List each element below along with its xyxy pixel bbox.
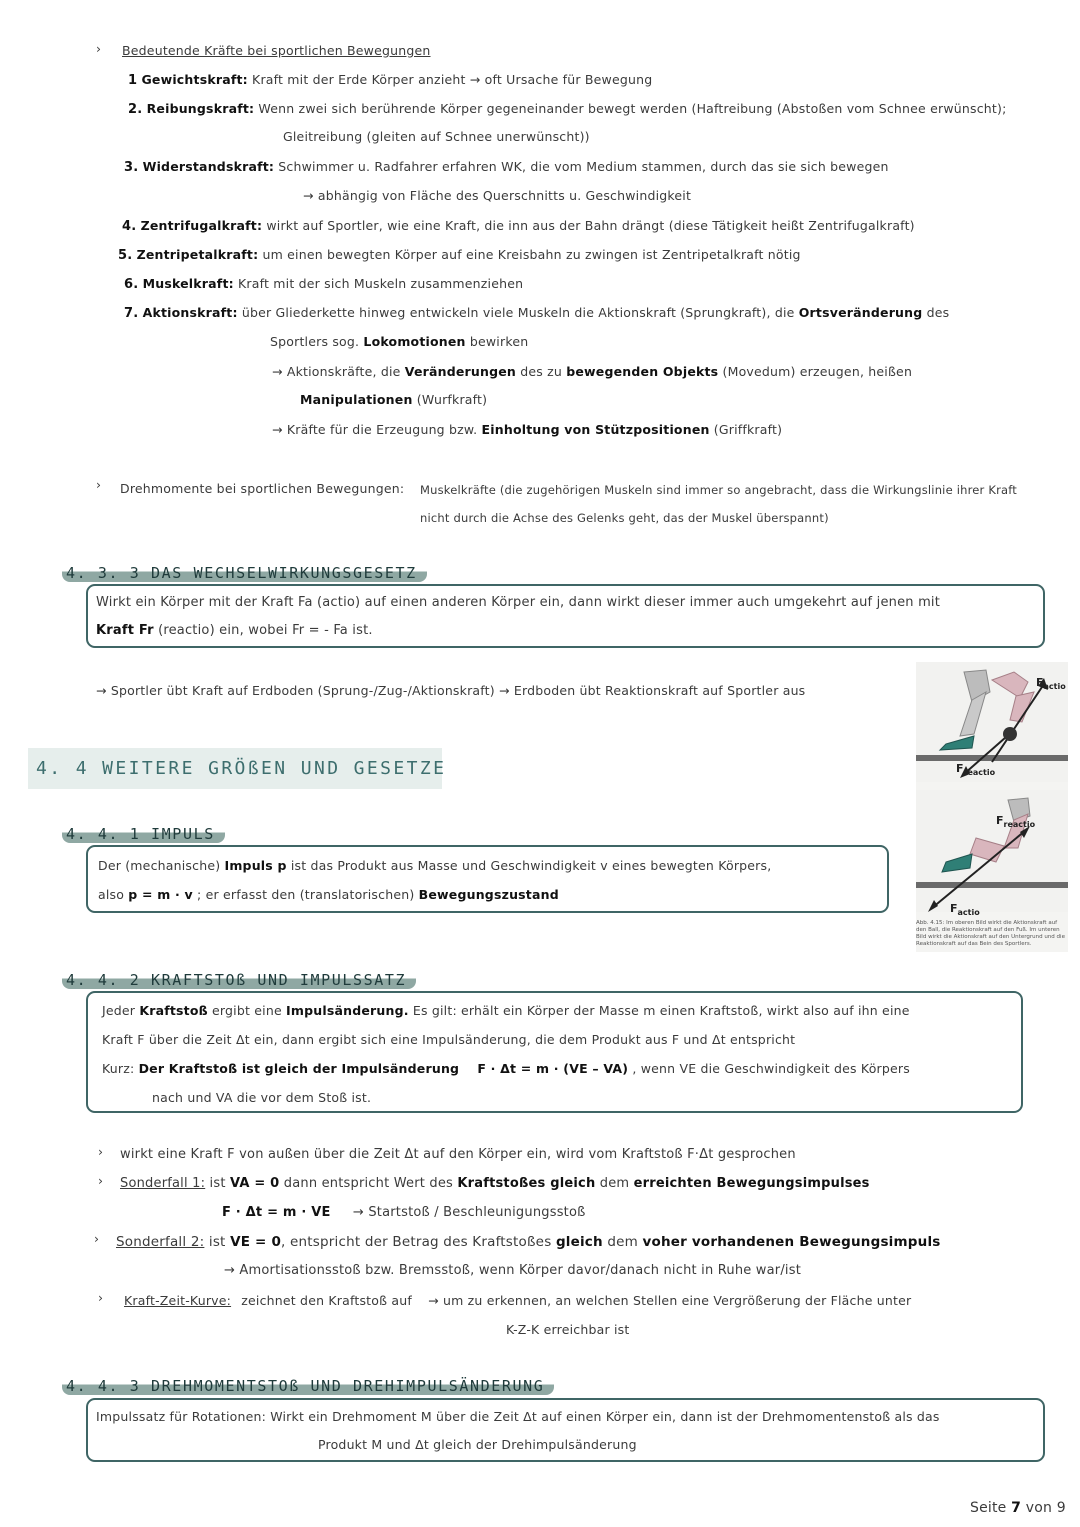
force-item-7-cont: Sportlers sog. Lokomotionen bewirken [270, 334, 529, 349]
figure-bottom-push [916, 790, 1068, 912]
bullet-marker: › [98, 1290, 104, 1305]
force-item-6: 6. Muskelkraft: Kraft mit der sich Muskeln zusammenziehen [124, 276, 524, 292]
force-item-3: 3. Widerstandskraft: Schwimmer u. Radfahrer erfahren WK, die vom Medium stammen, durch das sie sich bewegen [124, 159, 889, 175]
section-title-443: 4. 4. 3 DREHMOMENTSTOß UND DREHIMPULSÄNDERUNG [62, 1376, 554, 1395]
wechselwirkung-line-1: Wirkt ein Körper mit der Kraft Fa (actio) auf einen anderen Körper ein, dann wirkt dieser immer auch umgekehrt auf jenen mit [96, 595, 941, 610]
force-item-2: 2. Reibungskraft: Wenn zwei sich berührende Körper gegeneinander bewegt werden (Haftreibung (Abstoßen vom Schnee erwünscht); [128, 101, 1007, 117]
bullet-marker: › [98, 1144, 104, 1159]
section-title-433: 4. 3. 3 DAS WECHSELWIRKUNGSGESETZ [62, 563, 427, 582]
drehmoment-line-2: Produkt M und Δt gleich der Drehimpulsänderung [318, 1437, 637, 1452]
kraftstoss-line-1: Jeder Kraftstoß ergibt eine Impulsänderung. Es gilt: erhält ein Körper der Masse m einen Kraftstoß, wirkt also auf ihn eine [102, 1003, 910, 1018]
kraftstoss-box [86, 991, 1023, 1113]
bullet-kraftstoss: wirkt eine Kraft F von außen über die Zeit Δt auf den Körper ein, wird vom Kraftstoß F·Δt gesprochen [120, 1147, 796, 1162]
sonderfall-2-note: → Amortisationsstoß bzw. Bremsstoß, wenn Körper davor/danach nicht in Ruhe war/ist [224, 1263, 802, 1278]
force-figure [916, 662, 1068, 952]
bullet-marker: › [94, 1231, 100, 1246]
bullet-sonderfall-1: Sonderfall 1: ist VA = 0 dann entspricht Wert des Kraftstoßes gleich dem erreichten Bewegungsimpulses [120, 1176, 870, 1191]
bullet-sonderfall-2: Sonderfall 2: ist VE = 0, entspricht der Betrag des Kraftstoßes gleich dem voher vorhandenen Bewegungsimpuls [116, 1234, 941, 1250]
force-item-4: 4. Zentrifugalkraft: wirkt auf Sportler, wie eine Kraft, die inn aus der Bahn drängt (diese Tätigkeit heißt Zentrifugalkraft) [122, 218, 915, 234]
torque-line-1: Muskelkräfte (die zugehörigen Muskeln sind immer so angebracht, dass die Wirkungslinie ihrer Kraft [420, 483, 1017, 497]
force-item-1: 1 Gewichtskraft: Kraft mit der Erde Körper anzieht → oft Ursache für Bewegung [128, 72, 653, 88]
bullet-marker: › [96, 477, 102, 492]
drehmoment-line-1: Impulssatz für Rotationen: Wirkt ein Drehmoment M über die Zeit Δt auf einen Körper ein, dann ist der Drehmomentenstoß als das [96, 1409, 940, 1424]
torque-lead: Drehmomente bei sportlichen Bewegungen: [120, 481, 405, 496]
force-item-5: 5. Zentripetalkraft: um einen bewegten Körper auf eine Kreisbahn zu zwingen ist Zentripetalkraft nötig [118, 247, 801, 263]
drehmoment-box [86, 1398, 1045, 1462]
impuls-box [86, 845, 889, 913]
torque-line-2: nicht durch die Achse des Gelenks geht, das der Muskel überspannt) [420, 511, 829, 525]
force-item-2-cont: Gleitreibung (gleiten auf Schnee unerwünscht)) [283, 129, 590, 144]
figure-caption: Abb. 4.15: Im oberen Bild wirkt die Aktionskraft auf den Ball, die Reaktionskraft auf den Fuß. Im unteren Bild wirkt die Aktionskraft auf den Untergrund und die Reaktionskraft auf das Bein des Sportlers. [916, 920, 1065, 947]
force-item-3-cont: → abhängig von Fläche des Querschnitts u. Geschwindigkeit [303, 188, 692, 203]
bullet-marker: › [98, 1173, 104, 1188]
aktionskraft-sub-1: → Aktionskräfte, die Veränderungen des zu bewegenden Objekts (Movedum) erzeugen, heißen [272, 364, 913, 379]
wechselwirkung-note: → Sportler übt Kraft auf Erdboden (Sprung-/Zug-/Aktionskraft) → Erdboden übt Reaktionskraft auf Sportler aus [96, 683, 806, 698]
impuls-line-2: also p = m · v ; er erfasst den (translatorischen) Bewegungszustand [98, 887, 559, 902]
sonderfall-1-formula: F · Δt = m · VE → Startstoß / Beschleunigungsstoß [222, 1205, 586, 1220]
kraftstoss-line-4: nach und VA die vor dem Stoß ist. [152, 1090, 372, 1105]
section-title-44: 4. 4 WEITERE GRÖßEN UND GESETZE [28, 748, 442, 789]
bullet-kzk-cont: K-Z-K erreichbar ist [506, 1322, 630, 1337]
section-title-441: 4. 4. 1 IMPULS [62, 824, 225, 843]
bullet-marker: › [96, 41, 102, 56]
figure-label-reactio-bottom: $F_{reactio}$ [996, 814, 1036, 830]
kraftstoss-line-2: Kraft F über die Zeit Δt ein, dann ergibt sich eine Impulsänderung, die dem Produkt aus F und Δt entspricht [102, 1032, 796, 1047]
aktionskraft-sub-2: → Kräfte für die Erzeugung bzw. Einholtung von Stützpositionen (Griffkraft) [272, 422, 783, 437]
forces-heading: Bedeutende Kräfte bei sportlichen Bewegungen [122, 43, 431, 58]
kraftstoss-line-3: Kurz: Der Kraftstoß ist gleich der Impulsänderung F · Δt = m · (VE – VA) , wenn VE die Geschwindigkeit des Körpers [102, 1061, 910, 1076]
page-number: Seite 7 von 9 [970, 1500, 1066, 1516]
aktionskraft-sub-1-cont: Manipulationen (Wurfkraft) [300, 392, 488, 407]
section-title-442: 4. 4. 2 KRAFTSTOß UND IMPULSSATZ [62, 970, 416, 989]
figure-label-actio-top: $F_{actio}$ [1036, 676, 1066, 692]
impuls-line-1: Der (mechanische) Impuls p ist das Produkt aus Masse und Geschwindigkeit v eines bewegten Körpers, [98, 858, 772, 873]
figure-label-reactio-top: $F_{reactio}$ [956, 762, 996, 778]
bullet-kzk: Kraft-Zeit-Kurve: zeichnet den Kraftstoß auf → um zu erkennen, an welchen Stellen eine Vergrößerung der Fläche unter [124, 1293, 912, 1308]
force-item-7: 7. Aktionskraft: über Gliederkette hinweg entwickeln viele Muskeln die Aktionskraft (Sprungkraft), die Ortsveränderung des [124, 305, 950, 321]
figure-label-actio-bottom: $F_{actio}$ [950, 902, 980, 918]
wechselwirkung-box [86, 584, 1045, 648]
wechselwirkung-line-2: Kraft Fr (reactio) ein, wobei Fr = - Fa ist. [96, 623, 373, 638]
